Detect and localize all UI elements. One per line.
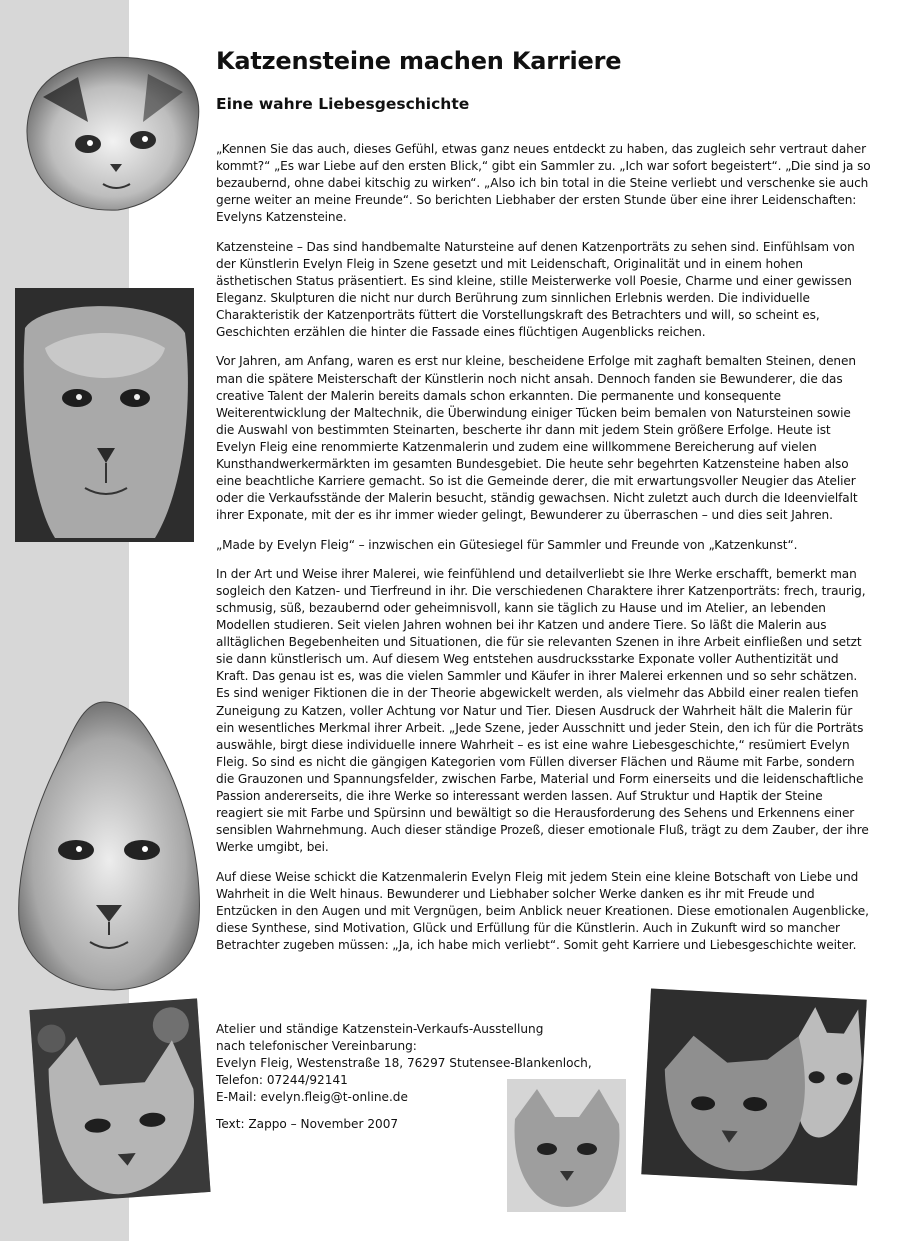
cat-stone-photo-4 [29, 998, 210, 1203]
cat-stone-photo-2 [15, 288, 194, 542]
article-paragraph: Katzensteine – Das sind handbemalte Natursteine auf denen Katzenporträts zu sehen sind. Einfühlsam von der Künstlerin Evelyn Fleig in Szene gesetzt und mit Leidenschaft, Originalität und in einem hohen ästhetischen Status präsentiert. Es sind kleine, stille Meisterwerke voll Poesie, Charme und einer gewissen Eleganz. Skulpturen die nicht nur durch Berührung zum sinnlichen Erlebnis werden. Die individuelle Charakteristik der Katzenporträts füttert die Vorstellungskraft des Betrachters und will, so scheint es, Geschichten erzählen die hinter die Fassade eines flüchtigen Augenblicks reichen. [216, 239, 855, 340]
article-paragraph: „Kennen Sie das auch, dieses Gefühl, etwas ganz neues entdeckt zu haben, das zugleich sehr vertraut daher kommt?“ „Es war Liebe auf den ersten Blick,“ gibt ein Sammler zu. „Ich war sofort begeistert“. „Die sind ja so bezaubernd, ohne dabei kitschig zu wirken“. „Also ich bin total in die Steine verliebt und verschenke sie auch gerne weiter an meine Freunde“. So berichten Liebhaber der ersten Stunde über eine ihrer Leidenschaften: Evelyns Katzensteine. [216, 142, 871, 225]
article-paragraph: In der Art und Weise ihrer Malerei, wie feinfühlend und detailverliebt sie Ihre Werke erschafft, bemerkt man sogleich den Katzen- und Tierfreund in ihr. Die verschiedenen Charaktere ihrer Katzenporträts: frech, traurig, schmusig, süß, bezaubernd oder geheimnisvoll, kann sie täglich zu Hause und im Atelier, an lebenden Modellen studieren. Seit vielen Jahren wohnen bei ihr Katzen und andere Tiere. So läßt die Malerin aus alltäglichen Begebenheiten und Situationen, die für sie relevanten Szenen in ihre Arbeit einfließen und setzt sie dann künstlerisch um. Auf diesem Weg entstehen ausdrucksstarke Exponate voller Authentizität und Kraft. Das genau ist es, was die vielen Sammler und Käufer in ihrer Malerei erkennen und so sehr schätzen. Es sind weniger Fiktionen die in der Theorie abgewickelt werden, als vielmehr das Abbild einer realen tiefen Zuneigung zu Katzen, voller Achtung vor Natur und Tier. Diesen Ausdruck der Wahrheit hält die Malerin für ein wesentliches Merkmal ihrer Arbeit. „Jede Szene, jeder Ausschnitt und jeder Stein, den ich für die Porträts auswähle, birgt diese individuelle innere Wahrheit – es ist eine wahre Liebesgeschichte,“ resümiert Evelyn Fleig. So sind es nicht die gängigen Kategorien vom Füllen diverser Flächen und Räume mit Farbe, sondern die Grauzonen und Spannungsfelder, zwischen Farbe, Material und Form einerseits und die leidenschaftliche Passion andererseits, die ihre Werke so interessant werden lassen. Auf Struktur und Haptik der Steine reagiert sie mit Farbe und Spürsinn und bewältigt so die Herausforderung des Sehens und Erkennens einer sensiblen Wahrnehmung. Auch dieser ständige Prozeß, dieser emotionale Fluß, trägt zu dem Zauber, der ihre Werke umgibt, bei. [216, 566, 869, 855]
cat-stone-photo-1 [18, 52, 208, 212]
text-credit: Text: Zappo – November 2007 [216, 1117, 399, 1132]
cat-stone-photo-3 [14, 700, 204, 990]
article-body [216, 141, 872, 966]
contact-line: Atelier und ständige Katzenstein-Verkaufs-Ausstellung [216, 1022, 544, 1036]
contact-email: E-Mail: evelyn.fleig@t-online.de [216, 1090, 408, 1105]
contact-address: Evelyn Fleig, Westenstraße 18, 76297 Stutensee-Blankenloch, [216, 1056, 592, 1071]
article-paragraph: Auf diese Weise schickt die Katzenmalerin Evelyn Fleig mit jedem Stein eine kleine Botschaft von Liebe und Wahrheit in die Welt hinaus. Bewunderer und Liebhaber solcher Werke danken es ihr mit Freude und Entzücken in den Augen und mit Vergnügen, beim Anblick neuer Kreationen. Diese emotionalen Augenblicke, diese Synthese, sind Motivation, Glück und Erfüllung für die Künstlerin. Auch in Zukunft wird so mancher Betrachter zugeben müssen: „Ja, ich habe mich verliebt“. Somit geht Karriere und Liebesgeschichte weiter. [216, 869, 869, 952]
page-subtitle: Eine wahre Liebesgeschichte [216, 95, 470, 113]
article-paragraph: „Made by Evelyn Fleig“ – inzwischen ein Gütesiegel für Sammler und Freunde von „Katzenkunst“. [216, 537, 798, 552]
contact-line: nach telefonischer Vereinbarung: [216, 1039, 417, 1054]
page-title: Katzensteine machen Karriere [216, 47, 622, 75]
article-paragraph: Vor Jahren, am Anfang, waren es erst nur kleine, bescheidene Erfolge mit zaghaft bemalten Steinen, denen man die spätere Meisterschaft der Künstlerin noch nicht ansah. Dennoch fanden sie Bewunderer, die das creative Talent der Malerin bereits damals schon erkannten. Die permanente und konsequente Weiterentwicklung der Maltechnik, die Überwindung einiger Tücken beim bemalen von Natursteinen sowie die Auswahl von bestimmten Steinarten, bescherte ihr dann mit jedem Stein größere Erfolge. Heute ist Evelyn Fleig eine renommierte Katzenmalerin und zudem eine willkommene Bereicherung auf vielen Kunsthandwerkermärkten im gesamten Bundesgebiet. Die heute sehr begehrten Katzensteine haben also eine beachtliche Karriere gemacht. So ist die Gemeinde derer, die mit erwartungsvoller Neugier das Atelier oder die Verkaufsstände der Malerin besucht, ständig gewachsen. Nicht zuletzt auch durch die Ideenvielfalt ihrer Exponate, mit der es ihr immer wieder gelingt, Bewunderer zu überraschen – und dies seit Jahren. [216, 354, 858, 523]
contact-phone: Telefon: 07244/92141 [216, 1073, 348, 1088]
cat-stone-photo-6 [641, 988, 866, 1185]
contact-block [216, 1021, 616, 1144]
